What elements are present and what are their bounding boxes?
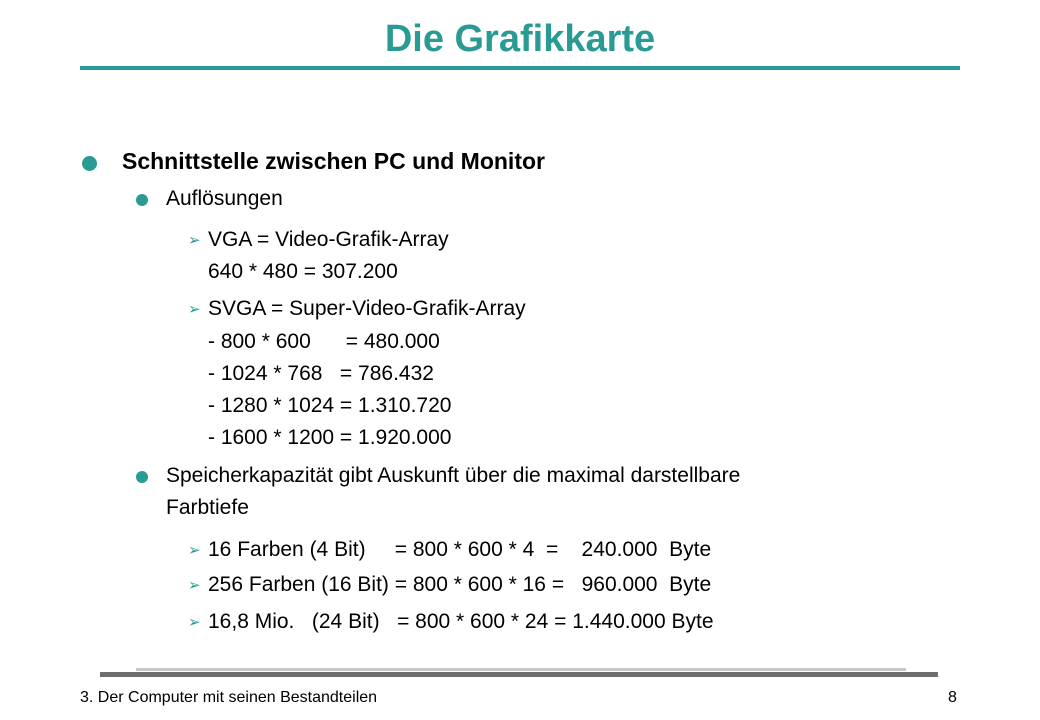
bullet-icon: [136, 471, 148, 483]
memory-label: Speicherkapazität gibt Auskunft über die maximal darstellbare: [166, 464, 741, 487]
svga-value: - 1280 * 1024 = 1.310.720: [208, 394, 452, 417]
footer-rule-highlight: [136, 668, 906, 671]
page-number: 8: [948, 689, 957, 706]
arrow-bullet-icon: ➢: [188, 301, 201, 318]
color-depth-item: 16,8 Mio. (24 Bit) = 800 * 600 * 24 = 1.440.000 Byte: [208, 610, 714, 633]
title-underline: [80, 66, 960, 70]
svga-value: - 1600 * 1200 = 1.920.000: [208, 426, 452, 449]
bullet-icon: [136, 194, 148, 206]
color-depth-item: 16 Farben (4 Bit) = 800 * 600 * 4 = 240.000 Byte: [208, 538, 712, 561]
resolutions-label: Auflösungen: [166, 187, 283, 210]
arrow-bullet-icon: ➢: [188, 577, 201, 594]
footer-rule: [100, 672, 938, 677]
arrow-bullet-icon: ➢: [188, 542, 201, 559]
footer-chapter: 3. Der Computer mit seinen Bestandteilen: [80, 689, 378, 706]
svga-value: - 1024 * 768 = 786.432: [208, 362, 434, 385]
svga-value: - 800 * 600 = 480.000: [208, 330, 440, 353]
arrow-bullet-icon: ➢: [188, 232, 201, 249]
page-title: Die Grafikkarte: [384, 18, 656, 60]
arrow-bullet-icon: ➢: [188, 614, 201, 631]
color-depth-item: 256 Farben (16 Bit) = 800 * 600 * 16 = 960.000 Byte: [208, 573, 712, 596]
vga-name: VGA = Video-Grafik-Array: [208, 228, 449, 251]
main-heading: Schnittstelle zwischen PC und Monitor: [122, 148, 545, 174]
svga-name: SVGA = Super-Video-Grafik-Array: [208, 297, 526, 320]
memory-label: Farbtiefe: [166, 496, 249, 519]
bullet-icon: [82, 156, 97, 171]
vga-value: 640 * 480 = 307.200: [208, 260, 398, 283]
